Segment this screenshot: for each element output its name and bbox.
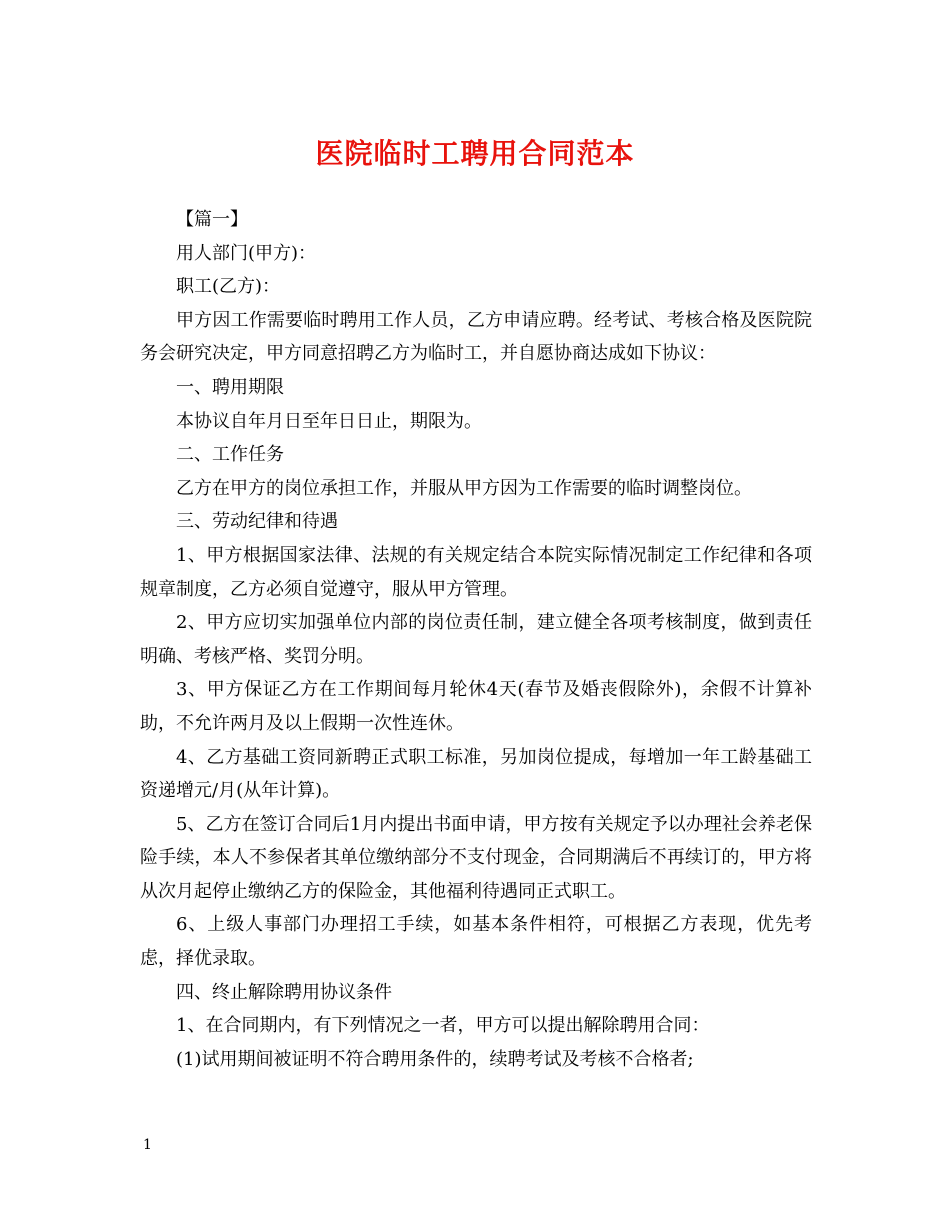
clause-heading: 四、终止解除聘用协议条件 <box>176 981 392 1003</box>
party-b-line: 职工(乙方)： <box>176 276 281 298</box>
document-title: 医院临时工聘用合同范本 <box>315 137 635 170</box>
paragraph: 4、乙方基础工资同新聘正式职工标准，另加岗位提成，每增加一年工龄基础工资递增元/月(从年计算)。 <box>140 746 812 802</box>
page-number: 1 <box>143 1137 152 1153</box>
paragraph: 甲方因工作需要临时聘用工作人员，乙方申请应聘。经考试、考核合格及医院院务会研究决定，甲方同意招聘乙方为临时工，并自愿协商达成如下协议： <box>140 309 812 365</box>
paragraph: 乙方在甲方的岗位承担工作，并服从甲方因为工作需要的临时调整岗位。 <box>176 477 752 499</box>
clause-heading: 一、聘用期限 <box>176 376 284 398</box>
paragraph: 2、甲方应切实加强单位内部的岗位责任制，建立健全各项考核制度，做到责任明确、考核严格、奖罚分明。 <box>140 612 812 667</box>
document-body <box>140 203 812 1076</box>
paragraph: 6、上级人事部门办理招工手续，如基本条件相符，可根据乙方表现，优先考虑，择优录取。 <box>140 914 812 970</box>
paragraph: 5、乙方在签订合同后1月内提出书面申请，甲方按有关规定予以办理社会养老保险手续，本人不参保者其单位缴纳部分不支付现金，合同期满后不再续订的，甲方将从次月起停止缴纳乙方的保险金，其他福利待遇同正式职工。 <box>140 813 812 902</box>
party-a-line: 用人部门(甲方)： <box>176 242 317 264</box>
paragraph: 1、在合同期内，有下列情况之一者，甲方可以提出解除聘用合同： <box>176 1015 710 1037</box>
paragraph: (1)试用期间被证明不符合聘用条件的，续聘考试及考核不合格者; <box>176 1048 694 1070</box>
clause-heading: 二、工作任务 <box>176 444 284 466</box>
paragraph: 本协议自年月日至年日日止，期限为。 <box>176 410 482 432</box>
clause-heading: 三、劳动纪律和待遇 <box>176 511 338 533</box>
paragraph: 1、甲方根据国家法律、法规的有关规定结合本院实际情况制定工作纪律和各项规章制度，乙方必须自觉遵守，服从甲方管理。 <box>140 544 812 600</box>
paragraph: 3、甲方保证乙方在工作期间每月轮休4天(春节及婚丧假除外)，余假不计算补助，不允许两月及以上假期一次性连休。 <box>140 679 812 734</box>
section-heading: 【篇一】 <box>176 209 248 230</box>
